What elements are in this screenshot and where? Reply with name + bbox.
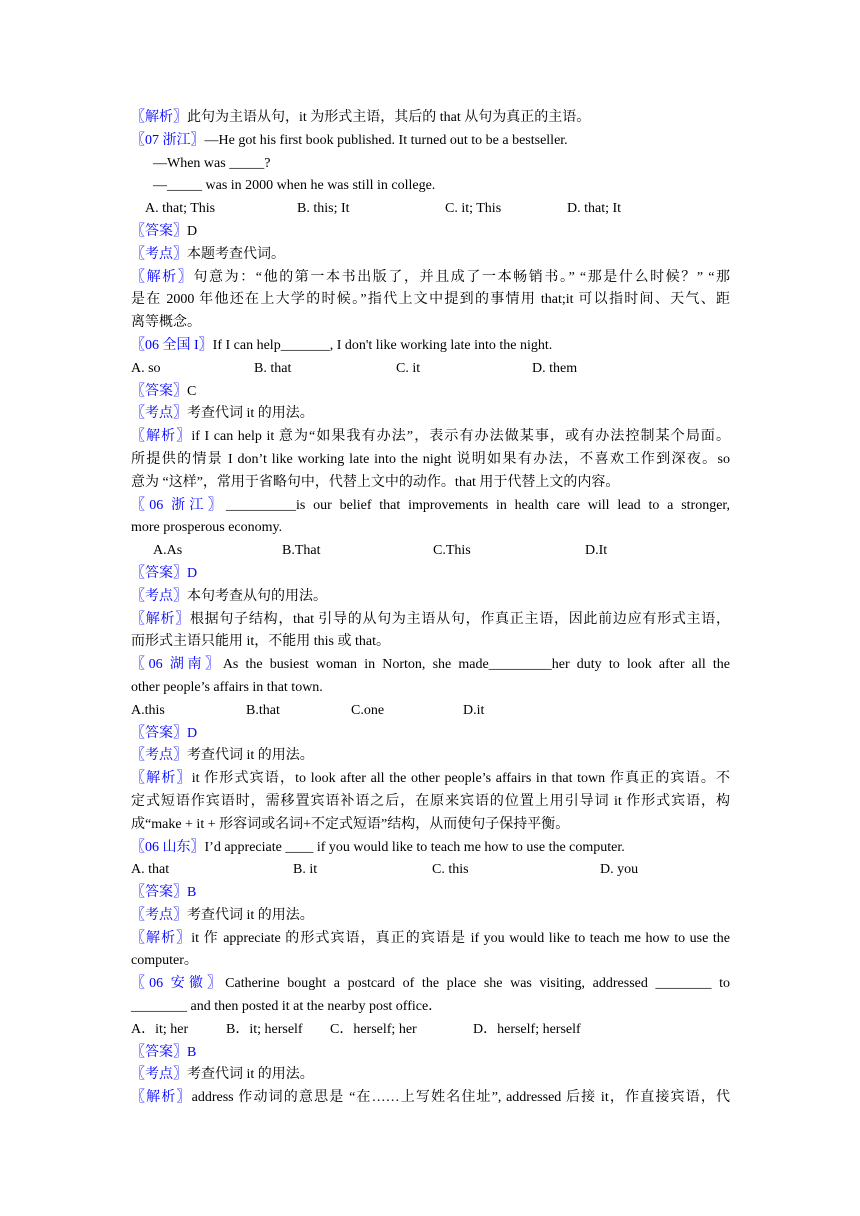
question-line: [131, 130, 730, 153]
option-a: A.this: [131, 702, 165, 718]
option-c: C.one: [351, 702, 385, 718]
options-line: [131, 540, 730, 563]
analysis-text: if I can help it 意为“如果我有办法”，表示有办法做某事，或有办法控制某个局面。: [191, 429, 730, 445]
tag-source: 〖06 山东〗: [131, 839, 205, 855]
answer-line: [131, 882, 730, 905]
option-a: A. that: [131, 862, 170, 878]
point-line: [131, 905, 730, 928]
option-d: D. that; It: [567, 201, 622, 217]
option-d: D．herself; herself: [473, 1021, 581, 1037]
option-c: C．herself; her: [330, 1021, 417, 1037]
tag-source: 〖06 湖南〗: [131, 657, 223, 673]
analysis-line: 成“make + it + 形容词或名词+不定式短语”结构，从而使句子保持平衡。: [131, 816, 570, 832]
question-text: I’d appreciate ____ if you would like to teach me how to use the computer.: [204, 839, 625, 855]
point-text: 考查代词 it 的用法。: [187, 406, 314, 422]
option-c: C. this: [432, 862, 469, 878]
answer-text: B: [187, 885, 197, 901]
answer-line: [131, 563, 730, 586]
option-d: D.it: [463, 702, 485, 718]
question-line: [131, 654, 730, 677]
option-a: A．it; her: [131, 1021, 189, 1037]
option-a: A. that; This: [145, 201, 216, 217]
point-text: 考查代词 it 的用法。: [187, 748, 314, 764]
tag-answer: 〖答案〗: [131, 565, 187, 581]
answer-line: [131, 1042, 730, 1065]
analysis-line: [131, 928, 730, 951]
point-line: [131, 745, 730, 768]
option-b: B. that: [254, 360, 292, 376]
question-line: more prosperous economy.: [131, 520, 283, 536]
options-line: [131, 198, 730, 221]
question-text: If I can help_______, I don't like working late into the night.: [212, 337, 553, 353]
tag-point: 〖考点〗: [131, 907, 187, 923]
point-line: [131, 244, 730, 267]
option-d: D.It: [585, 543, 608, 559]
options-line: [131, 358, 730, 381]
tag-point: 〖考点〗: [131, 1067, 187, 1083]
analysis-line: 是在 2000 年他还在上大学的时候。”指代上文中提到的事情用 that;it 可以指时间、天气、距: [131, 292, 730, 308]
question-text: —He got his first book published. It turned out to be a bestseller.: [204, 132, 568, 148]
question-line: other people’s affairs in that town.: [131, 679, 323, 695]
analysis-line: 离等概念。: [131, 315, 201, 331]
tag-answer: 〖答案〗: [131, 223, 187, 239]
tag-answer: 〖答案〗: [131, 383, 187, 399]
question-text: Catherine bought a postcard of the place she was visiting, addressed ________ to: [225, 976, 730, 992]
question-line: [131, 495, 730, 518]
option-a: A. so: [131, 360, 161, 376]
analysis-text: 根据句子结构，that 引导的从句为主语从句，作真正主语，因此前边应有形式主语，: [189, 611, 730, 627]
tag-source: 〖06 浙江〗: [131, 497, 227, 513]
analysis-line: 而形式主语只能用 it，不能用 this 或 that。: [131, 634, 390, 650]
tag-analysis: 〖解析〗: [131, 110, 187, 125]
option-b: B．it; herself: [226, 1021, 303, 1037]
option-c: C.This: [433, 543, 471, 559]
analysis-text: address 作动词的意思是 “在……上写姓名住址”, addressed 后接 it，作直接宾语，代: [191, 1090, 730, 1106]
tag-source: 〖06 安徽〗: [131, 976, 226, 992]
analysis-line: [131, 426, 730, 449]
analysis-line: [131, 267, 730, 290]
tag-source: 〖06 全国 I〗: [131, 337, 213, 353]
analysis-line: 定式短语作宾语时，需移置宾语补语之后，在原来宾语的位置上用引导词 it 作形式宾语，构: [131, 793, 730, 809]
question-line: [131, 335, 730, 358]
option-c: C. it: [396, 360, 421, 376]
question-line: [131, 837, 730, 860]
tag-source: 〖07 浙江〗: [131, 132, 205, 148]
point-line: [131, 403, 730, 426]
point-line: [131, 586, 730, 609]
option-d: D. them: [532, 360, 578, 376]
analysis-line: 所提供的情景 I don’t like working late into the night 说明如果有办法，不喜欢工作到深夜。so: [131, 451, 730, 467]
tag-analysis: 〖解析〗: [131, 429, 192, 445]
analysis-line: 意为 “这样”，常用于省略句中，代替上文中的动作。that 用于代替上文的内容。: [131, 474, 620, 490]
tag-point: 〖考点〗: [131, 748, 187, 764]
tag-analysis: 〖解析〗: [131, 771, 192, 787]
point-line: [131, 1064, 730, 1087]
option-b: B. it: [293, 862, 318, 878]
point-text: 考查代词 it 的用法。: [187, 1067, 314, 1083]
option-b: B. this; It: [297, 201, 350, 217]
dialog-line: —When was _____?: [153, 155, 271, 171]
question-line: ________ and then posted it at the nearby post office．: [131, 999, 443, 1015]
analysis-line: computer。: [131, 953, 198, 969]
analysis-text: 句意为：“他的第一本书出版了，并且成了一本畅销书。” “那是什么时候？” “那: [193, 269, 730, 285]
analysis-text: it 作形式宾语，to look after all the other people’s affairs in that town 作真正的宾语。不: [191, 771, 730, 787]
tag-analysis: 〖解析〗: [131, 269, 194, 285]
answer-line: [131, 723, 730, 746]
answer-text: D: [187, 565, 198, 581]
tag-answer: 〖答案〗: [131, 1044, 187, 1060]
analysis-text: it 作 appreciate 的形式宾语，真正的宾语是 if you would like to teach me how to use the: [191, 930, 730, 946]
tag-answer: 〖答案〗: [131, 725, 187, 741]
dialog-line: —_____ was in 2000 when he was still in college.: [153, 178, 436, 194]
question-text: __________is our belief that improvements in health care will lead to a stronger,: [226, 497, 730, 513]
question-line: [131, 973, 730, 996]
analysis-line: [131, 609, 730, 632]
option-d: D. you: [600, 862, 639, 878]
tag-point: 〖考点〗: [131, 246, 187, 262]
point-text: 考查代词 it 的用法。: [187, 907, 314, 923]
options-line: [131, 1019, 730, 1042]
options-line: [131, 700, 730, 723]
options-line: [131, 859, 730, 882]
analysis-line: [131, 107, 730, 130]
tag-analysis: 〖解析〗: [131, 1090, 192, 1106]
answer-text: B: [187, 1044, 197, 1060]
tag-point: 〖考点〗: [131, 406, 187, 422]
option-c: C. it; This: [445, 201, 502, 217]
answer-text: C: [187, 383, 197, 399]
answer-text: D: [187, 223, 198, 239]
answer-line: [131, 221, 730, 244]
point-text: 本句考查从句的用法。: [187, 588, 327, 604]
option-b: B.that: [246, 702, 280, 718]
analysis-line: [131, 1087, 730, 1110]
option-b: B.That: [282, 543, 321, 559]
tag-analysis: 〖解析〗: [131, 930, 192, 946]
analysis-text: 此句为主语从句，it 为形式主语，其后的 that 从句为真正的主语。: [187, 110, 591, 125]
question-text: As the busiest woman in Norton, she made_________her duty to look after all the: [222, 657, 730, 673]
tag-point: 〖考点〗: [131, 588, 187, 604]
option-a: A.As: [153, 543, 183, 559]
point-text: 本题考查代词。: [187, 246, 285, 262]
tag-analysis: 〖解析〗: [131, 611, 190, 627]
document-page: [131, 107, 730, 1110]
analysis-line: [131, 768, 730, 791]
answer-text: D: [187, 725, 198, 741]
answer-line: [131, 381, 730, 404]
tag-answer: 〖答案〗: [131, 885, 187, 901]
